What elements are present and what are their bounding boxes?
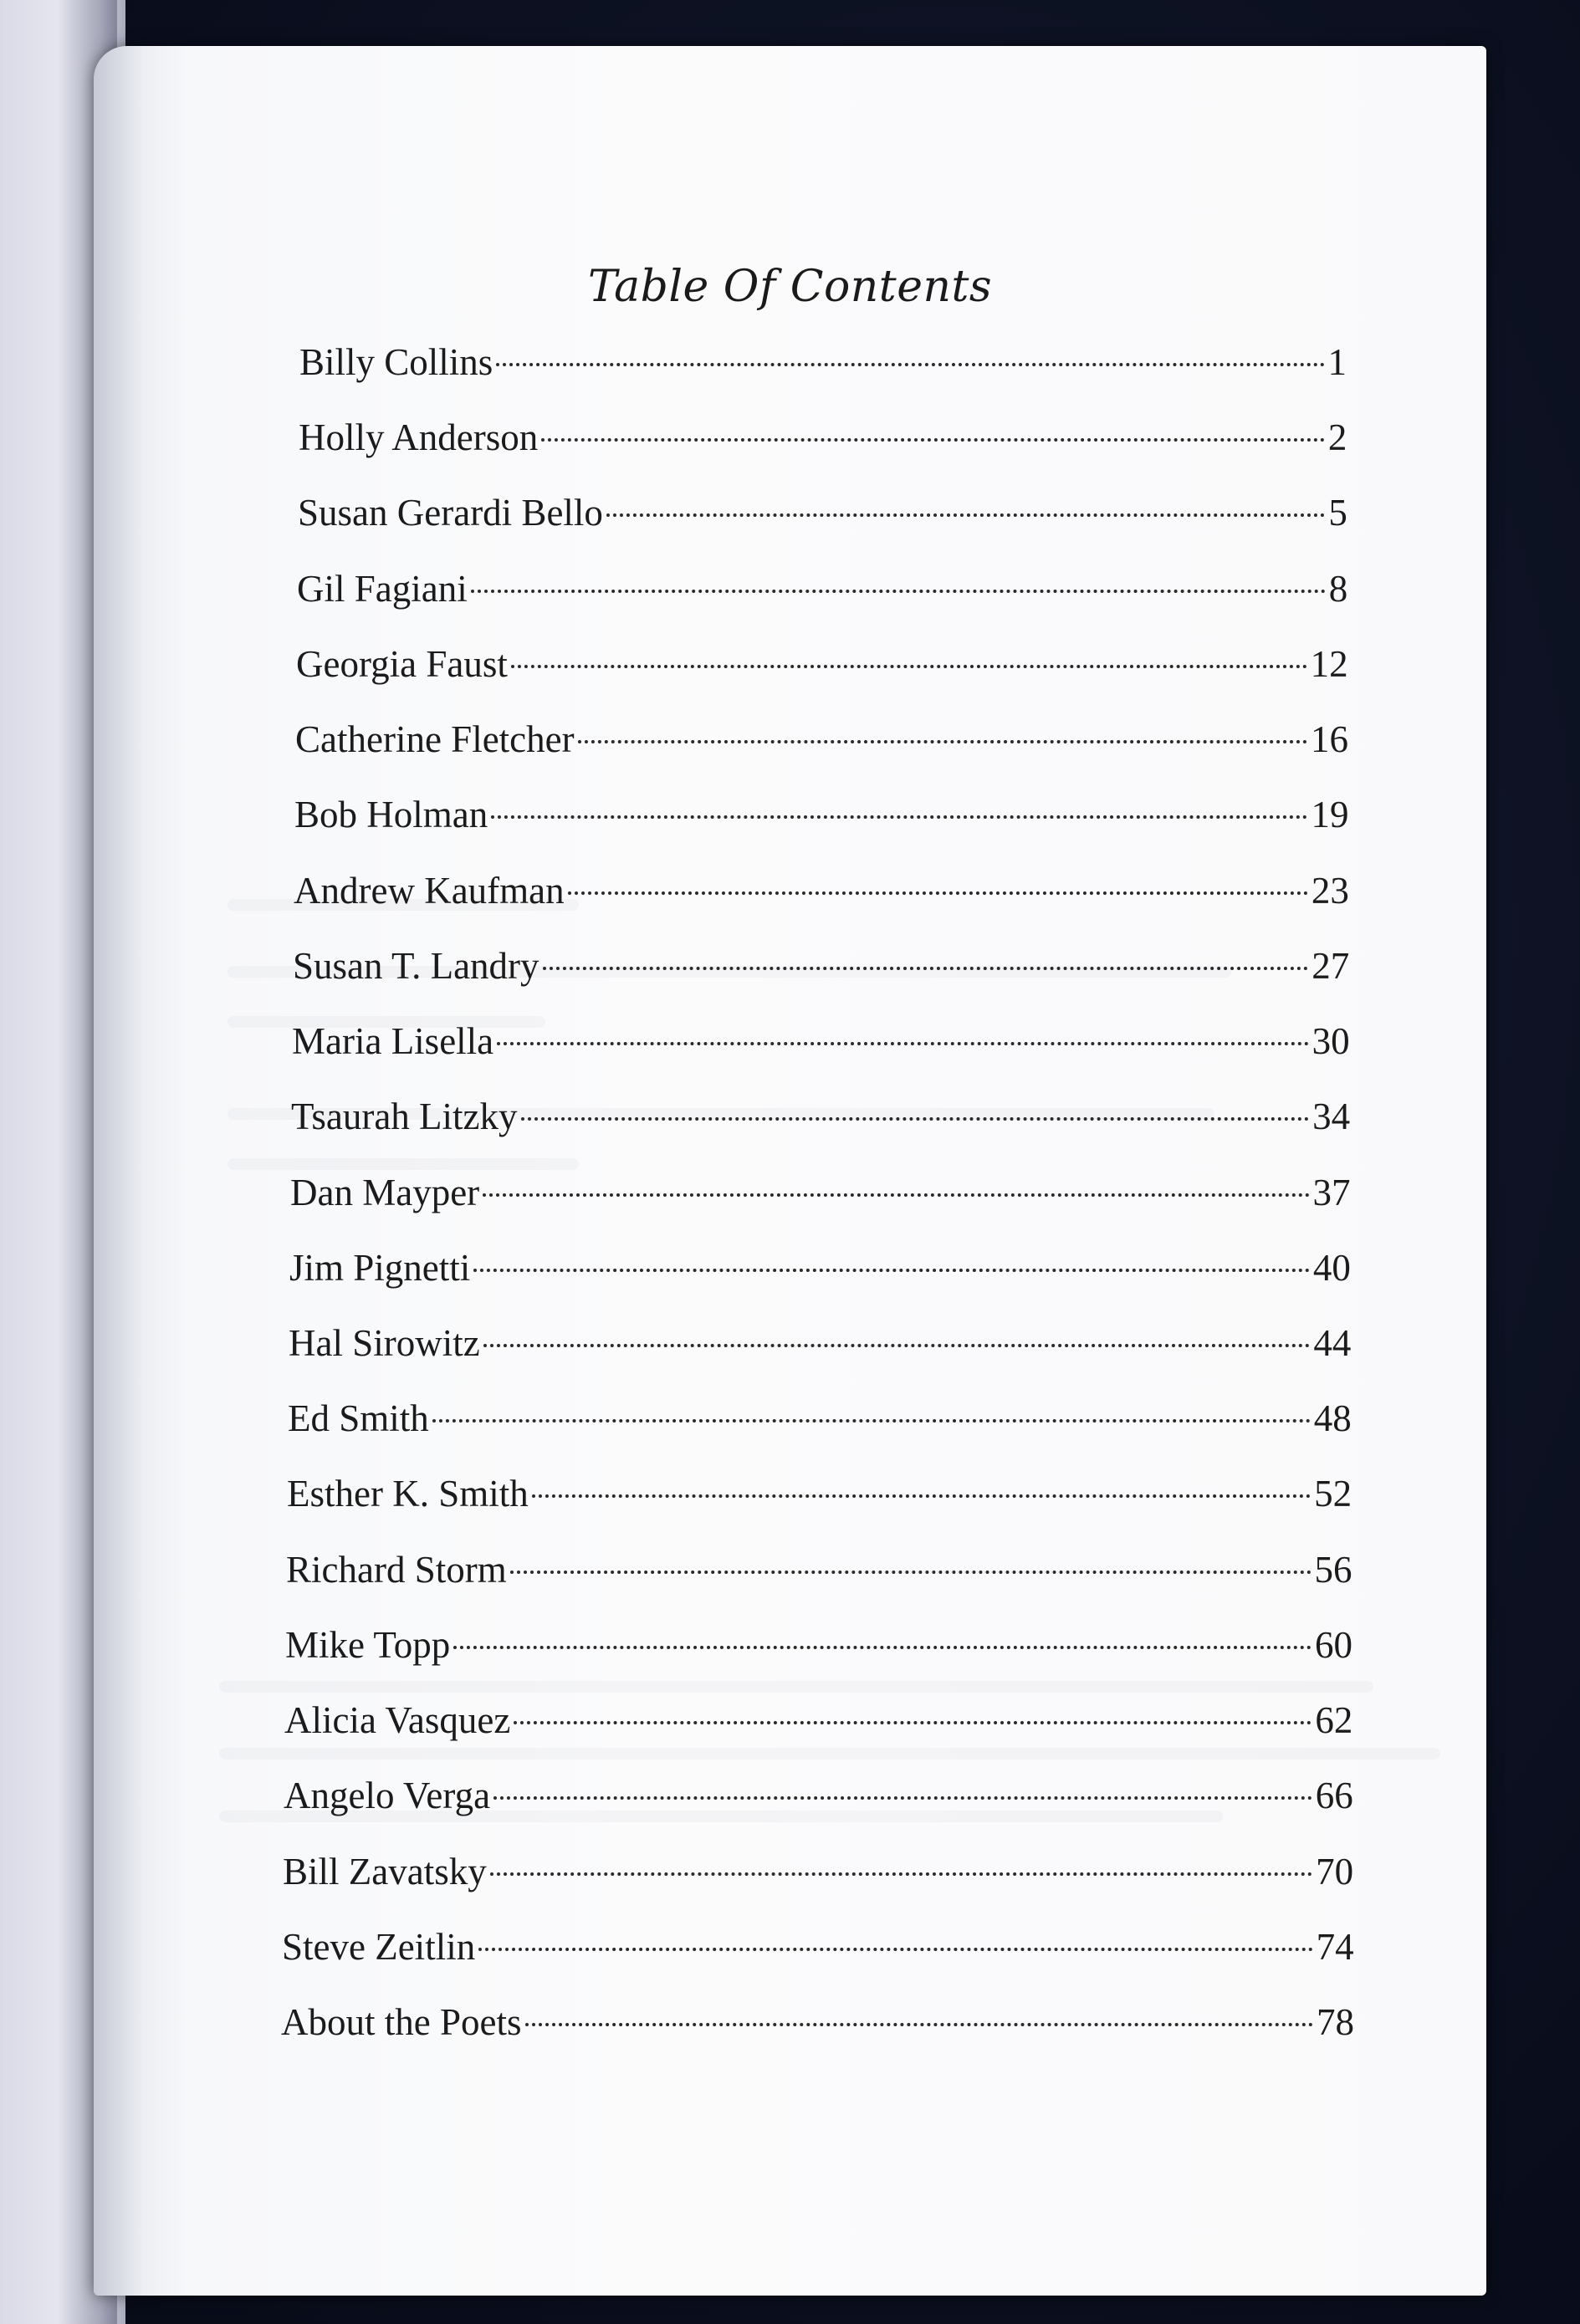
dot-leader xyxy=(490,1872,1312,1876)
dot-leader xyxy=(483,1344,1311,1347)
toc-entry-page-number: 16 xyxy=(1311,718,1349,761)
dot-leader xyxy=(432,1419,1311,1422)
toc-entry-name: Susan Gerardi Bello xyxy=(298,492,603,534)
toc-entry-name: Jim Pignetti xyxy=(289,1246,471,1289)
toc-entry xyxy=(286,1545,1352,1595)
toc-entry-page-number: 56 xyxy=(1314,1548,1352,1591)
toc-entry-name: Mike Topp xyxy=(285,1623,451,1666)
toc-entry-name: Susan T. Landry xyxy=(293,944,539,987)
toc-entry-page-number: 27 xyxy=(1312,944,1350,987)
toc-entry-name: Bill Zavatsky xyxy=(283,1850,487,1892)
toc-entry xyxy=(287,1468,1352,1519)
dot-leader xyxy=(493,1796,1312,1800)
toc-entry xyxy=(295,714,1348,764)
dot-leader xyxy=(496,363,1324,366)
toc-entry-page-number: 66 xyxy=(1315,1775,1353,1817)
dot-leader xyxy=(568,891,1308,895)
toc-entry-name: Andrew Kaufman xyxy=(294,869,565,912)
book-page xyxy=(94,46,1486,2296)
dot-leader xyxy=(525,2023,1314,2026)
dot-leader xyxy=(497,1042,1309,1045)
toc-entry-name: Gil Fagiani xyxy=(297,567,468,610)
dot-leader xyxy=(514,1721,1312,1724)
toc-entry xyxy=(294,866,1349,916)
page-title: Table Of Contents xyxy=(587,262,993,312)
toc-entry-page-number: 30 xyxy=(1312,1020,1350,1063)
toc-entry-page-number: 12 xyxy=(1310,642,1348,685)
dot-leader xyxy=(483,1193,1309,1197)
toc-entry-page-number: 44 xyxy=(1313,1321,1352,1364)
toc-entry xyxy=(299,337,1347,387)
toc-entry-page-number: 78 xyxy=(1317,2001,1354,2043)
toc-entry xyxy=(290,1167,1351,1218)
toc-entry-page-number: 37 xyxy=(1312,1171,1351,1213)
toc-entry xyxy=(282,1922,1354,1972)
dot-leader xyxy=(521,1117,1310,1121)
toc-entry-page-number: 60 xyxy=(1314,1623,1352,1666)
toc-entry-page-number: 52 xyxy=(1314,1473,1352,1515)
dot-leader xyxy=(453,1646,1312,1649)
toc-entry xyxy=(284,1695,1352,1745)
toc-entry-name: Holly Anderson xyxy=(299,416,539,459)
toc-entry-name: Billy Collins xyxy=(299,341,493,383)
toc-entry-page-number: 34 xyxy=(1312,1096,1351,1138)
toc-entry xyxy=(298,488,1347,538)
toc-entry-page-number: 48 xyxy=(1313,1397,1352,1440)
toc-entry-page-number: 23 xyxy=(1311,869,1349,912)
toc-entry-page-number: 74 xyxy=(1316,1925,1354,1968)
toc-entry-name: Ed Smith xyxy=(288,1397,429,1440)
dot-leader xyxy=(473,1269,1310,1272)
dot-leader xyxy=(491,815,1307,819)
toc-entry-page-number: 70 xyxy=(1316,1850,1354,1892)
toc-entry-name: About the Poets xyxy=(281,2001,522,2043)
toc-entry xyxy=(281,1997,1354,2047)
toc-entry-page-number: 2 xyxy=(1327,416,1347,459)
toc-entry-name: Angelo Verga xyxy=(284,1775,491,1817)
dot-leader xyxy=(510,1571,1312,1574)
toc-list xyxy=(94,46,1486,2296)
toc-entry-name: Richard Storm xyxy=(286,1548,507,1591)
toc-entry xyxy=(296,639,1348,689)
toc-entry xyxy=(299,412,1347,462)
toc-entry xyxy=(294,789,1348,840)
toc-entry xyxy=(288,1393,1352,1443)
toc-entry-name: Tsaurah Litzky xyxy=(291,1096,518,1138)
toc-entry xyxy=(292,1016,1350,1066)
toc-entry xyxy=(289,1318,1351,1368)
dot-leader xyxy=(541,438,1325,442)
toc-entry-page-number: 40 xyxy=(1312,1246,1351,1289)
toc-entry xyxy=(283,1846,1353,1897)
dot-leader xyxy=(471,590,1326,593)
toc-entry-name: Steve Zeitlin xyxy=(282,1925,476,1968)
toc-entry-name: Georgia Faust xyxy=(296,642,508,685)
toc-entry xyxy=(289,1243,1351,1293)
toc-entry-name: Alicia Vasquez xyxy=(284,1699,511,1742)
toc-entry-name: Maria Lisella xyxy=(292,1020,494,1063)
toc-entry xyxy=(297,564,1347,614)
toc-entry-name: Hal Sirowitz xyxy=(289,1321,480,1364)
dot-leader xyxy=(543,967,1309,970)
toc-entry-page-number: 5 xyxy=(1328,492,1347,534)
toc-entry-page-number: 8 xyxy=(1328,567,1348,610)
dot-leader xyxy=(578,740,1307,743)
toc-entry xyxy=(285,1620,1352,1670)
toc-entry xyxy=(284,1770,1353,1821)
dot-leader xyxy=(511,665,1307,668)
toc-entry-name: Esther K. Smith xyxy=(287,1473,529,1515)
toc-entry-page-number: 1 xyxy=(1327,341,1347,383)
toc-entry xyxy=(291,1091,1350,1142)
dot-leader xyxy=(478,1948,1312,1951)
toc-entry xyxy=(293,941,1349,991)
toc-entry-page-number: 19 xyxy=(1311,794,1349,836)
toc-entry-page-number: 62 xyxy=(1315,1699,1353,1742)
dot-leader xyxy=(606,513,1325,517)
toc-entry-name: Bob Holman xyxy=(294,794,488,836)
toc-entry-name: Catherine Fletcher xyxy=(295,718,575,761)
toc-entry-name: Dan Mayper xyxy=(290,1171,480,1213)
dot-leader xyxy=(532,1494,1311,1498)
